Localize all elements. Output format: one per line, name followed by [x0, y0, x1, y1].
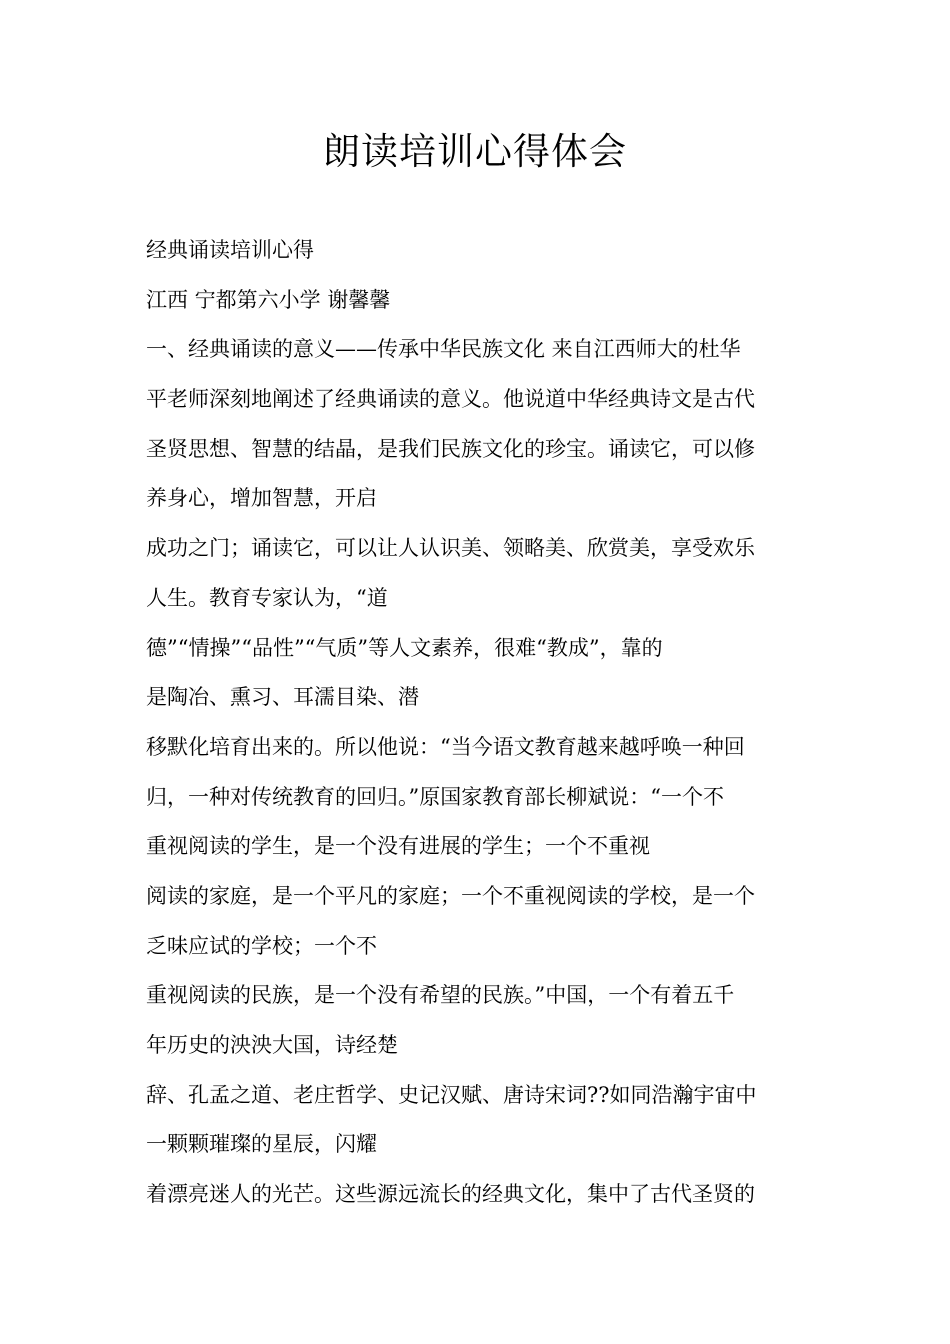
- document-title: 朗读培训心得体会: [323, 130, 627, 173]
- text-line: 重视阅读的民族，是一个没有希望的民族。”中国，一个有着五千: [146, 983, 735, 1008]
- document-body: [146, 226, 826, 1220]
- text-line: 阅读的家庭，是一个平凡的家庭；一个不重视阅读的学校，是一个: [146, 883, 755, 908]
- text-line: 乏味应试的学校；一个不: [146, 933, 377, 958]
- text-line: 圣贤思想、智慧的结晶，是我们民族文化的珍宝。诵读它，可以修: [146, 436, 755, 461]
- text-line: 移默化培育出来的。所以他说：“当今语文教育越来越呼唤一种回: [146, 734, 745, 759]
- text-line: 德”“情操”“品性”“气质”等人文素养，很难“教成”，靠的: [146, 635, 663, 660]
- text-line: 江西 宁都第六小学 谢馨馨: [146, 287, 391, 312]
- text-line: 归，一种对传统教育的回归。”原国家教育部长柳斌说：“一个不: [146, 784, 724, 809]
- text-line: 平老师深刻地阐述了经典诵读的意义。他说道中华经典诗文是古代: [146, 387, 755, 412]
- text-line: 是陶冶、熏习、耳濡目染、潜: [146, 685, 419, 710]
- text-line: 辞、孔孟之道、老庄哲学、史记汉赋、唐诗宋词??如同浩瀚宇宙中: [146, 1082, 757, 1107]
- text-line: 年历史的泱泱大国，诗经楚: [146, 1033, 398, 1057]
- text-line: 人生。教育专家认为，“道: [146, 585, 388, 610]
- text-line: 养身心，增加智慧，开启: [146, 486, 377, 511]
- text-line: 着漂亮迷人的光芒。这些源远流长的经典文化，集中了古代圣贤的: [146, 1182, 755, 1207]
- text-line: 成功之门；诵读它，可以让人认识美、领略美、欣赏美，享受欢乐: [146, 536, 755, 561]
- text-line: 一颗颗璀璨的星辰，闪耀: [146, 1132, 377, 1157]
- text-line: 一、经典诵读的意义——传承中华民族文化 来自江西师大的杜华: [146, 337, 741, 362]
- text-line: 经典诵读培训心得: [146, 238, 314, 262]
- text-line: 重视阅读的学生，是一个没有进展的学生；一个不重视: [146, 834, 650, 859]
